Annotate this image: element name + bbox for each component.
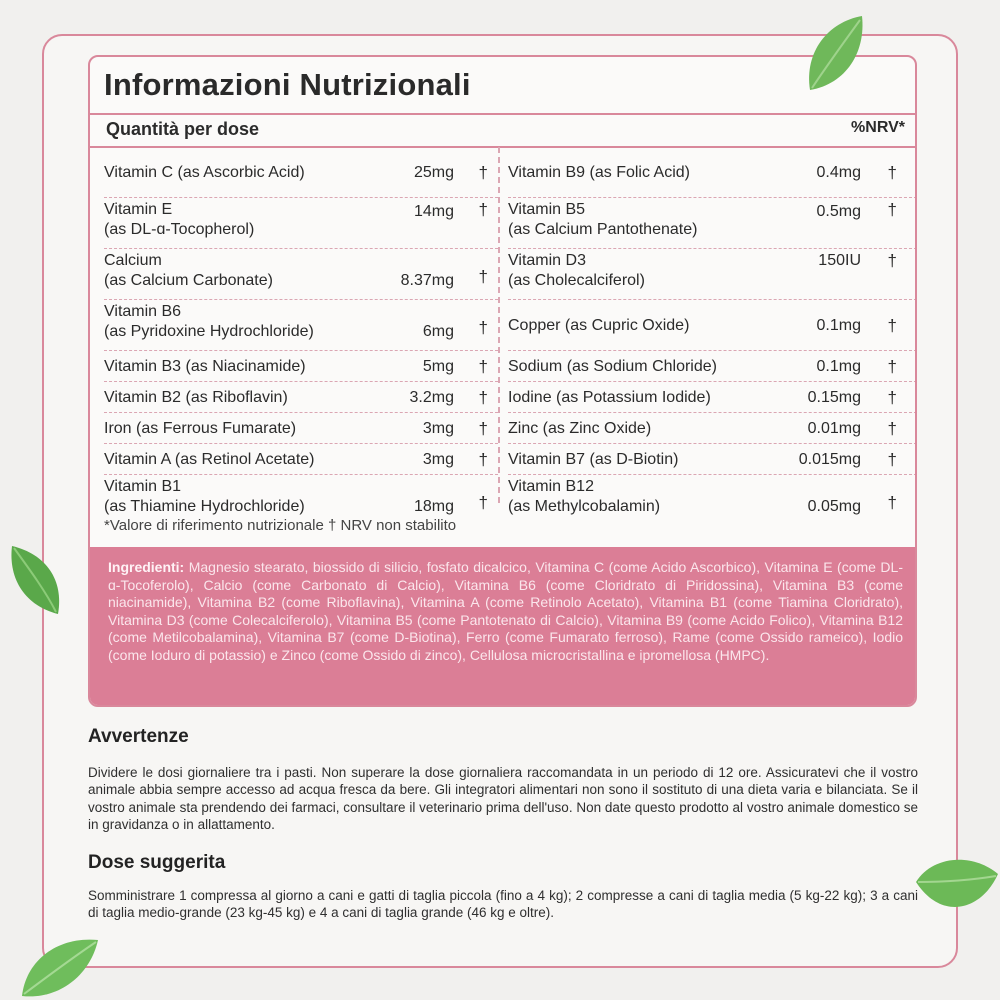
nutrient-row bbox=[104, 147, 498, 198]
nrv-dagger: † bbox=[478, 388, 488, 407]
nutrient-row bbox=[508, 444, 917, 475]
panel-title: Informazioni Nutrizionali bbox=[104, 67, 471, 102]
nutrient-amount: 8.37mg bbox=[400, 272, 454, 289]
nrv-footnote: *Valore di riferimento nutrizionale † NRV non stabilito bbox=[104, 517, 457, 534]
quantity-header: Quantità per dose bbox=[106, 119, 260, 139]
nrv-header: %NRV* bbox=[851, 119, 905, 136]
nrv-dagger: † bbox=[478, 419, 488, 438]
nrv-dagger: † bbox=[887, 251, 897, 270]
nrv-dagger: † bbox=[478, 163, 488, 182]
column-divider bbox=[498, 147, 500, 503]
nutrient-name: Vitamin B3 (as Niacinamide) bbox=[104, 358, 306, 375]
nutrient-amount: 14mg bbox=[413, 203, 454, 220]
nutrient-row bbox=[508, 249, 917, 300]
nutrient-amount: 0.5mg bbox=[816, 203, 861, 220]
nutrient-amount: 5mg bbox=[422, 358, 454, 375]
title-divider bbox=[90, 113, 915, 115]
nutrient-name: Vitamin D3 bbox=[508, 252, 586, 269]
nutrient-amount: 150IU bbox=[818, 252, 861, 269]
nutrient-row bbox=[104, 382, 498, 413]
nutrient-amount: 0.015mg bbox=[798, 451, 861, 468]
nutrient-row bbox=[104, 300, 498, 351]
ingredients-label: Ingredienti: bbox=[108, 559, 185, 575]
dosage-title: Dose suggerita bbox=[88, 852, 226, 873]
nutrient-amount: 0.15mg bbox=[807, 389, 861, 406]
nutrient-source: (as Calcium Pantothenate) bbox=[508, 221, 698, 238]
nrv-dagger: † bbox=[478, 318, 488, 337]
nutrient-name: Vitamin C (as Ascorbic Acid) bbox=[104, 164, 305, 181]
nutrient-name: Copper (as Cupric Oxide) bbox=[508, 317, 690, 334]
nutrient-source: (as Calcium Carbonate) bbox=[104, 272, 273, 289]
nutrition-panel bbox=[88, 55, 917, 707]
nutrient-row bbox=[508, 413, 917, 444]
nutrient-amount: 0.1mg bbox=[816, 317, 861, 334]
nutrient-name: Vitamin A (as Retinol Acetate) bbox=[104, 451, 315, 468]
nutrient-name: Vitamin E bbox=[104, 201, 173, 218]
nutrient-row bbox=[104, 249, 498, 300]
nutrient-row bbox=[104, 198, 498, 249]
nrv-dagger: † bbox=[887, 419, 897, 438]
nutrient-row bbox=[508, 382, 917, 413]
leaf-icon bbox=[912, 852, 1000, 928]
ingredients-box bbox=[90, 547, 915, 705]
nrv-dagger: † bbox=[887, 450, 897, 469]
nutrient-name: Iron (as Ferrous Fumarate) bbox=[104, 420, 297, 437]
nrv-dagger: † bbox=[478, 450, 488, 469]
nutrient-amount: 0.01mg bbox=[807, 420, 861, 437]
nutrient-row bbox=[508, 198, 917, 249]
nutrient-source: (as Cholecalciferol) bbox=[508, 272, 645, 289]
nutrient-amount: 0.4mg bbox=[816, 164, 861, 181]
leaf-icon bbox=[6, 540, 66, 620]
nutrient-name: Vitamin B6 bbox=[104, 303, 182, 320]
nutrient-amount: 3.2mg bbox=[409, 389, 454, 406]
ingredients-text: Magnesio stearato, biossido di silicio, fosfato dicalcico, Vitamina C (come Acido Ascorbico), Vitamina E (come DL-ɑ-Tocoferolo), Calcio (come Carbonato di Calcio), Vitamina B6 (come Cloridrato di Piridossina), Vitamina B3 (come niacinamide), Vitamina B2 (come Riboflavina), Vitamina A (come Retinolo Acetato), Vitamina B1 (come Tiamina Cloridrato), Vitamina D3 (come Colecalciferolo), Vitamina B5 (come Pantotenato di Calcio), Vitamina B9 (come Acido Folico), Vitamina B12 (come Metilcobalamina), Vitamina B7 (come D-Biotina), Ferro (come Fumarato ferroso), Rame (come Ossido rameico), Iodio (come Ioduro di potassio) e Zinco (come Ossido di zinco), Cellulosa microcristallina e ipromellosa (HMPC). bbox=[108, 559, 903, 663]
nutrient-name: Vitamin B2 (as Riboflavin) bbox=[104, 389, 288, 406]
dosage-text: Somministrare 1 compressa al giorno a cani e gatti di taglia piccola (fino a 4 kg); 2 compresse a cani di taglia media (5 kg-22 kg); 3 a cani di taglia medio-grande (23 kg-45 kg) e 4 a cani di taglia grande (46 kg e oltre). bbox=[88, 888, 918, 921]
nutrient-row bbox=[104, 444, 498, 475]
nutrient-row bbox=[508, 147, 917, 198]
nutrient-row bbox=[508, 351, 917, 382]
nrv-dagger: † bbox=[887, 163, 897, 182]
nrv-dagger: † bbox=[887, 200, 897, 219]
nutrient-name: Calcium bbox=[104, 252, 162, 269]
nutrient-row bbox=[104, 351, 498, 382]
nutrient-amount: 3mg bbox=[422, 451, 454, 468]
nrv-dagger: † bbox=[887, 388, 897, 407]
nutrient-name: Vitamin B12 bbox=[508, 478, 594, 495]
nutrient-source: (as Methylcobalamin) bbox=[508, 498, 661, 515]
nutrient-amount: 3mg bbox=[422, 420, 454, 437]
leaf-icon bbox=[18, 930, 102, 1000]
nutrient-source: (as DL-ɑ-Tocopherol) bbox=[104, 221, 255, 238]
nrv-dagger: † bbox=[478, 357, 488, 376]
nutrient-name: Vitamin B9 (as Folic Acid) bbox=[508, 164, 690, 181]
nutrient-row bbox=[104, 475, 498, 523]
nutrient-amount: 6mg bbox=[422, 323, 454, 340]
nrv-dagger: † bbox=[887, 316, 897, 335]
nutrient-row bbox=[104, 413, 498, 444]
nutrient-source: (as Pyridoxine Hydrochloride) bbox=[104, 323, 314, 340]
nutrient-name: Vitamin B7 (as D-Biotin) bbox=[508, 451, 679, 468]
nutrient-source: (as Thiamine Hydrochloride) bbox=[104, 498, 305, 515]
nrv-dagger: † bbox=[478, 267, 488, 286]
nutrient-amount: 0.1mg bbox=[816, 358, 861, 375]
nutrient-name: Vitamin B1 bbox=[104, 478, 182, 495]
nrv-dagger: † bbox=[887, 493, 897, 512]
nutrient-amount: 25mg bbox=[413, 164, 454, 181]
nutrient-name: Vitamin B5 bbox=[508, 201, 586, 218]
nutrient-amount: 0.05mg bbox=[807, 498, 861, 515]
nutrient-row bbox=[508, 475, 917, 523]
leaf-icon bbox=[800, 12, 870, 96]
nutrient-name: Sodium (as Sodium Chloride) bbox=[508, 358, 717, 375]
warnings-text: Dividere le dosi giornaliere tra i pasti. Non superare la dose giornaliera raccomandata in un periodo di 12 ore. Assicuratevi che il vostro animale abbia sempre accesso ad acqua fresca da bere. Gli integratori alimentari non sono il sostituto di una dieta varia e bilanciata. Se il vostro animale sta prendendo dei farmaci, consultare il veterinario prima dell'uso. Non date questo prodotto al vostro animale domestico se in gravidanza o in allattamento. bbox=[88, 765, 918, 833]
nrv-dagger: † bbox=[478, 493, 488, 512]
nutrient-row bbox=[508, 300, 917, 351]
nrv-dagger: † bbox=[887, 357, 897, 376]
nutrient-amount: 18mg bbox=[413, 498, 454, 515]
warnings-title: Avvertenze bbox=[88, 726, 189, 747]
nrv-dagger: † bbox=[478, 200, 488, 219]
nutrient-name: Iodine (as Potassium Iodide) bbox=[508, 389, 711, 406]
nutrient-name: Zinc (as Zinc Oxide) bbox=[508, 420, 652, 437]
